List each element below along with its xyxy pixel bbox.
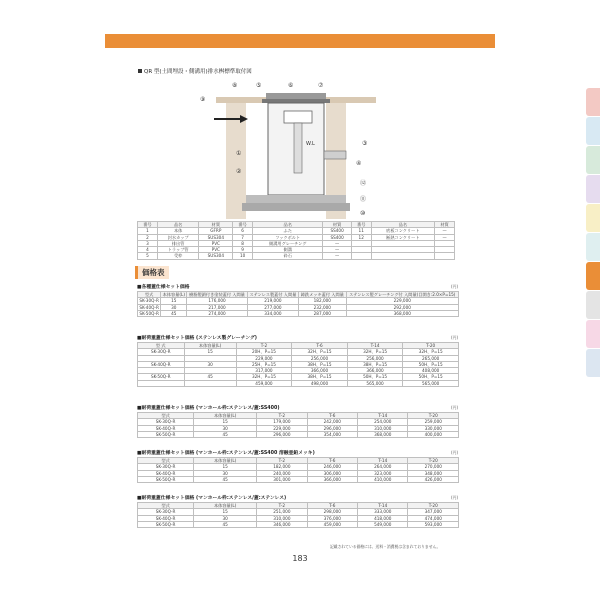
side-tab[interactable] xyxy=(586,117,600,145)
callout-10: ⑩ xyxy=(360,210,366,217)
table-row: SK-40Q-R 30 310,000 376,000 418,000 474,000 xyxy=(138,515,459,521)
table-row: SK-50Q-R 45 274,000 334,000 287,000 368,000 xyxy=(138,310,459,316)
side-tab[interactable] xyxy=(586,146,600,174)
table-row: SK-40Q-R 30 240,000 306,000 323,000 348,000 xyxy=(138,470,459,476)
table-row: 2 封水カップ SUS304 7 フックボルト SS400 12 断熱コンクリート — xyxy=(138,234,455,240)
frame xyxy=(262,99,330,103)
table-row: SK-40Q-R 30 25H、P=15 38H、P=15 38H、P=15 50H、P=15 xyxy=(138,361,459,367)
callout-1: ① xyxy=(236,150,242,157)
side-tab[interactable] xyxy=(586,88,600,116)
table-row: SK-40Q-R 30 217,000 277,000 232,000 292,000 xyxy=(138,304,459,310)
table-row: SK-50Q-R 45 346,000 459,000 549,000 593,000 xyxy=(138,521,459,527)
table-unit: (円) xyxy=(451,495,459,500)
table-title-basic: ■各種蓋仕様セット価格 xyxy=(137,285,190,290)
table-row: 5 受枠 SUS304 10 砕石 — xyxy=(138,253,455,259)
callout-11: ⑪ xyxy=(360,196,367,203)
side-index-tabs xyxy=(586,88,600,378)
parts-header: 番号 xyxy=(233,222,253,228)
price-table-galvanized: 型式 本体容量(L) T-2 T-6 T-14 T-20 SK-30Q-R 15 182,000 246,000 264,000 270,000 SK-40Q-R 30 240,000 306,000 323,000 348,000 SK-50Q-R 45 301,000 366,000 410,000 426,000 xyxy=(137,457,459,483)
price-table-ss400: 型式 本体容量(L) T-2 T-6 T-14 T-20 SK-30Q-R 15 179,000 242,000 254,000 259,000 SK-40Q-R 30 229,000 296,000 310,000 330,000 SK-50Q-R 45 296,000 354,000 368,000 400,000 xyxy=(137,412,459,438)
table-row: SK-30Q-R 15 176,000 219,000 182,000 229,000 xyxy=(138,298,459,304)
table-unit: (円) xyxy=(451,335,459,340)
table-row: SK-50Q-R 45 296,000 354,000 368,000 400,000 xyxy=(138,431,459,437)
table-title-stainless: ■耐荷重蓋仕様セット価格 (マンホール枠:ステンレス/蓋:ステンレス) xyxy=(137,496,287,501)
parts-header: 材質 xyxy=(199,222,233,228)
outlet-pipe xyxy=(324,151,346,159)
parts-header: 品名 xyxy=(371,222,434,228)
table-row: 1 本体 GFRP 6 ふた SS400 11 底板コンクリート — xyxy=(138,228,455,234)
table-title-galvanized: ■耐荷重蓋仕様セット価格 (マンホール枠:ステンレス/蓋:SS400 溶融亜鉛メッキ) xyxy=(137,451,315,456)
table-row: SK-40Q-R 30 229,000 296,000 310,000 330,000 xyxy=(138,425,459,431)
parts-table xyxy=(137,221,455,260)
callout-4: ④ xyxy=(356,160,362,167)
seal-cup xyxy=(284,111,312,123)
table-unit: (円) xyxy=(451,450,459,455)
table-title-ss400: ■耐荷重蓋仕様セット価格 (マンホール枠:ステンレス/蓋:SS400) xyxy=(137,406,280,411)
side-tab[interactable] xyxy=(586,349,600,377)
callout-6: ⑥ xyxy=(288,82,294,89)
side-tab[interactable] xyxy=(586,233,600,261)
table-row: 4 トラップ管 PVC 9 側溝 — xyxy=(138,247,455,253)
parts-header: 材質 xyxy=(323,222,351,228)
table-unit: (円) xyxy=(451,284,459,289)
parts-header: 品名 xyxy=(253,222,323,228)
price-table-stainless: 型式 本体容量(L) T-2 T-6 T-14 T-20 SK-30Q-R 15 251,000 298,000 333,000 347,000 SK-40Q-R 30 310,000 376,000 418,000 474,000 SK-50Q-R 45 346,000 459,000 549,000 593,000 xyxy=(137,502,459,528)
callout-2: ② xyxy=(236,168,242,175)
side-tab[interactable] xyxy=(586,175,600,203)
table-row: SK-30Q-R 15 20H、P=15 32H、P=15 32H、P=15 32H、P=15 xyxy=(138,349,459,355)
table-row: 459,000 498,000 565,000 565,000 xyxy=(138,380,459,386)
callout-9: ⑨ xyxy=(200,96,206,103)
price-table-basic: 型式 本体容量(L) 樹脂製鎖付き塗装蓋付 入間量 ステンレス製蓋付 入間量 鋳鉄メッキ蓋付 入間量 ステンレス製グレーチング付 入間量(目開き:2.0×P=15) SK-30Q-R 15 176,000 219,000 182,000 229,000 SK-40Q-R 30 217,000 277,000 232,000 292,000 SK-50Q-R 45 274,000 334,000 287,000 368,000 xyxy=(137,291,459,317)
table-row: 229,000 256,000 256,000 265,000 xyxy=(138,355,459,361)
price-heading: 価格表 xyxy=(135,266,169,279)
parts-header: 番号 xyxy=(351,222,371,228)
price-table-grating: 型 式 本体容量(L) T-2 T-6 T-14 T-20 SK-30Q-R 15 20H、P=15 32H、P=15 32H、P=15 32H、P=15 229,000 256,000 256,000 265,000 SK-40Q-R 30 25H、P=15 38H、P=15 38H、P=15 50H、P=15 317,000 366,000 366,000 408,000 SK-50Q-R 45 32H、P=15 38H、P=15 50H、P=15 50H、P=15 459,000 498,000 565,000 565,000 xyxy=(137,342,459,387)
side-tab-active[interactable] xyxy=(586,262,600,290)
table-title-grating: ■耐荷重蓋仕様セット価格 (ステンレス製グレーチング) xyxy=(137,336,257,341)
header-band xyxy=(105,34,495,48)
callout-5: ⑤ xyxy=(256,82,262,89)
insulation-concrete xyxy=(242,203,350,211)
side-tab[interactable] xyxy=(586,291,600,319)
parts-header: 材質 xyxy=(435,222,455,228)
table-row: SK-50Q-R 45 32H、P=15 38H、P=15 50H、P=15 50H、P=15 xyxy=(138,374,459,380)
table-row: 3 排出管 PVC 8 側溝用グレーチング — xyxy=(138,240,455,246)
parts-header: 番号 xyxy=(138,222,158,228)
side-tab[interactable] xyxy=(586,320,600,348)
side-tab[interactable] xyxy=(586,204,600,232)
table-row: SK-30Q-R 15 251,000 298,000 333,000 347,000 xyxy=(138,509,459,515)
table-row: 317,000 366,000 366,000 408,000 xyxy=(138,368,459,374)
water-level-label: W.L xyxy=(306,141,315,147)
installation-diagram xyxy=(196,79,380,219)
callout-8: ⑧ xyxy=(232,82,238,89)
callout-3: ③ xyxy=(362,140,368,147)
base-concrete xyxy=(246,195,346,203)
callout-12: ⑫ xyxy=(360,180,367,187)
page-number: 183 xyxy=(292,554,308,563)
trap-pipe xyxy=(294,123,302,173)
table-row: SK-30Q-R 15 179,000 242,000 254,000 259,000 xyxy=(138,419,459,425)
parts-header: 品名 xyxy=(157,222,199,228)
table-row: SK-30Q-R 15 182,000 246,000 264,000 270,000 xyxy=(138,464,459,470)
table-row: SK-50Q-R 45 301,000 366,000 410,000 426,000 xyxy=(138,476,459,482)
callout-7: ⑦ xyxy=(318,82,324,89)
table-unit: (円) xyxy=(451,405,459,410)
section-title: QR 型(土間埋設・側溝用)排水桝標準取付図 xyxy=(138,67,252,75)
footnote: 記載されている価格には、送料・消費税は含まれておりません。 xyxy=(330,544,441,549)
lid xyxy=(266,93,326,99)
